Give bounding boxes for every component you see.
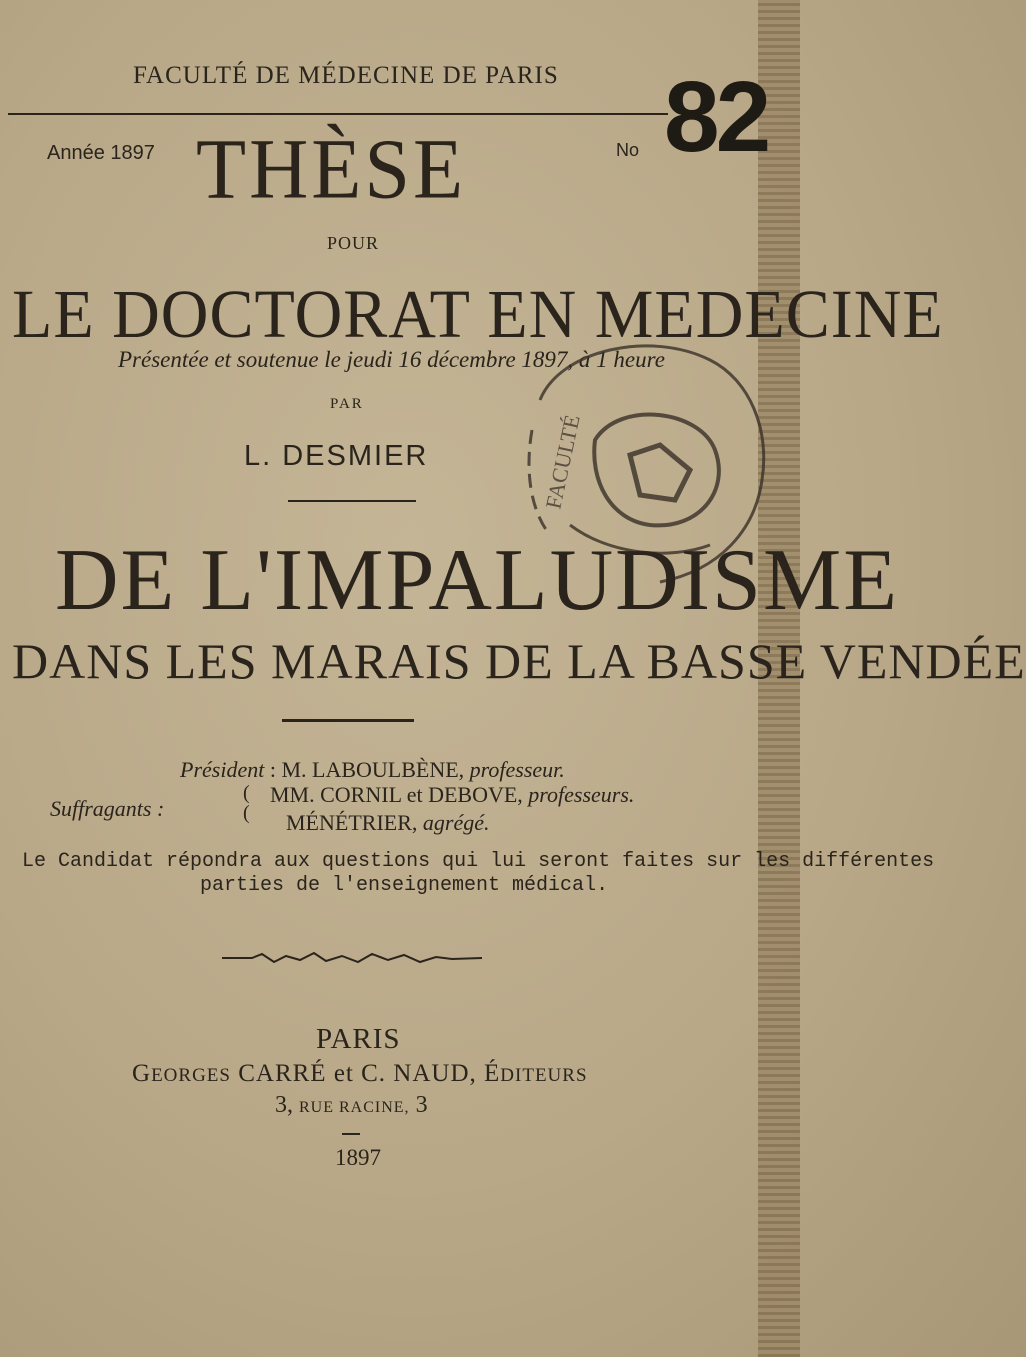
pour-label: POUR [327, 233, 380, 253]
street-number: 3, [275, 1092, 293, 1118]
suffragant-1-role: professeurs. [528, 782, 635, 807]
year-label: Année 1897 [47, 142, 155, 164]
header-rule [8, 113, 668, 115]
candidate-note-line-1: Le Candidat répondra aux questions qui lui seront faites sur les différentes [22, 850, 935, 873]
thesis-title: THÈSE [196, 121, 467, 217]
author-rule [288, 500, 416, 502]
candidate-note-line-2: parties de l'enseignement médical. [200, 874, 609, 897]
suffragant-1-names: MM. CORNIL et DEBOVE, [270, 782, 523, 807]
degree-heading: LE DOCTORAT EN MEDECINE [12, 276, 944, 353]
ornamental-divider [222, 950, 482, 966]
stamp-text: FACULTÉ [540, 412, 585, 512]
subtitle-rule [282, 719, 414, 722]
par-label: PAR [330, 396, 364, 412]
president-name: : M. LABOULBÈNE, [269, 757, 465, 782]
thesis-number: 82 [664, 61, 768, 173]
publisher-address [275, 1092, 428, 1119]
publisher-city: PARIS [316, 1023, 401, 1055]
street-number-2: 3 [415, 1092, 428, 1118]
publication-year: 1897 [335, 1145, 381, 1170]
number-label: No [616, 140, 640, 160]
suffragant-line-2 [286, 810, 489, 836]
suffragants-label: Suffragants : [50, 796, 165, 821]
author-name: L. DESMIER [244, 440, 429, 472]
eorges-smallcaps: EORGES [151, 1065, 231, 1086]
thesis-subtitle: DANS LES MARAIS DE LA BASSE VENDÉE [12, 633, 1026, 689]
street-name: RUE RACINE, [299, 1099, 410, 1116]
presentation-date: Présentée et soutenue le jeudi 16 décembre 1897, à 1 heure [118, 347, 665, 372]
year-rule [342, 1133, 360, 1135]
president-role: professeur. [469, 757, 565, 782]
initial-g: G [132, 1060, 152, 1087]
suffragant-2-role: agrégé. [422, 810, 490, 835]
publisher-names [132, 1060, 588, 1088]
faculty-heading: FACULTÉ DE MÉDECINE DE PARIS [133, 62, 559, 89]
jury-president [180, 757, 565, 783]
publisher-main-names: CARRÉ et C. NAUD, [230, 1060, 485, 1087]
initial-e: É [484, 1060, 501, 1087]
brace-glyph: ( ( [243, 782, 250, 824]
suffragant-line-1 [270, 782, 634, 808]
suffragant-2-name: MÉNÉTRIER, [286, 810, 418, 835]
diteurs-smallcaps: DITEURS [500, 1065, 588, 1086]
thesis-subject-title: DE L'IMPALUDISME [55, 532, 899, 629]
president-label: Président [180, 757, 265, 782]
